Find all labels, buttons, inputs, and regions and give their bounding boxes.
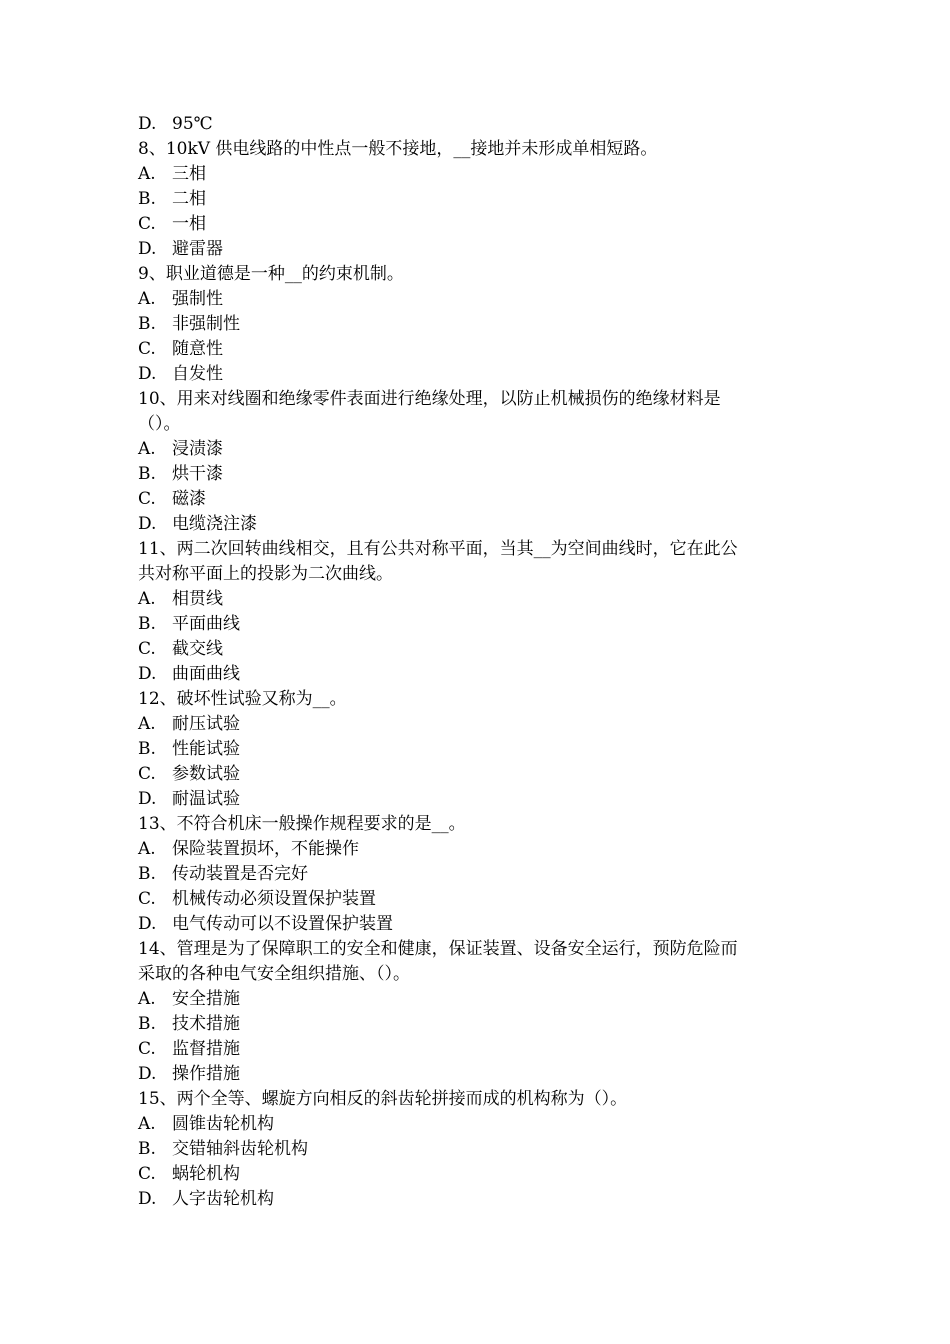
option-letter: A. <box>138 164 156 184</box>
option-text: 二相 <box>172 189 206 209</box>
option-letter: A. <box>138 1114 156 1134</box>
question-text-continued: 采取的各种电气安全组织措施、（）。 <box>138 964 410 984</box>
option-letter: A. <box>138 714 156 734</box>
answer-option <box>138 512 818 537</box>
option-text: 95℃ <box>172 114 213 134</box>
option-letter: D. <box>138 914 157 934</box>
option-letter: B. <box>138 1139 156 1159</box>
answer-option <box>138 112 818 137</box>
option-text: 传动装置是否完好 <box>172 864 308 884</box>
question-text-continued: （）。 <box>138 414 181 434</box>
answer-option <box>138 362 818 387</box>
answer-option <box>138 787 818 812</box>
option-letter: A. <box>138 839 156 859</box>
option-letter: C. <box>138 764 156 784</box>
option-letter: B. <box>138 864 156 884</box>
option-text: 操作措施 <box>172 1064 240 1084</box>
answer-option <box>138 837 818 862</box>
option-letter: B. <box>138 189 156 209</box>
option-letter: C. <box>138 489 156 509</box>
option-text: 人字齿轮机构 <box>172 1189 274 1209</box>
answer-option <box>138 612 818 637</box>
answer-option <box>138 637 818 662</box>
option-letter: C. <box>138 639 156 659</box>
option-letter: D. <box>138 1189 157 1209</box>
answer-option <box>138 1162 818 1187</box>
option-text: 参数试验 <box>172 764 240 784</box>
option-letter: D. <box>138 239 157 259</box>
question-text: 8、10kV 供电线路的中性点一般不接地，__接地并未形成单相短路。 <box>138 139 658 159</box>
answer-option <box>138 762 818 787</box>
answer-option <box>138 237 818 262</box>
answer-option <box>138 912 818 937</box>
option-letter: D. <box>138 364 157 384</box>
question-text: 12、破坏性试验又称为__。 <box>138 689 347 709</box>
answer-option <box>138 1037 818 1062</box>
option-text: 机械传动必须设置保护装置 <box>172 889 376 909</box>
option-text: 交错轴斜齿轮机构 <box>172 1139 308 1159</box>
answer-option <box>138 862 818 887</box>
option-text: 性能试验 <box>172 739 240 759</box>
option-text: 电气传动可以不设置保护装置 <box>172 914 393 934</box>
answer-option <box>138 487 818 512</box>
option-letter: C. <box>138 214 156 234</box>
option-text: 蜗轮机构 <box>172 1164 240 1184</box>
option-text: 耐温试验 <box>172 789 240 809</box>
option-letter: C. <box>138 339 156 359</box>
answer-option <box>138 162 818 187</box>
option-text: 烘干漆 <box>172 464 223 484</box>
option-text: 自发性 <box>172 364 223 384</box>
answer-option <box>138 712 818 737</box>
option-text: 技术措施 <box>172 1014 240 1034</box>
answer-option <box>138 587 818 612</box>
question-text: 14、管理是为了保障职工的安全和健康，保证装置、设备安全运行，预防危险而 <box>138 939 738 959</box>
answer-option <box>138 887 818 912</box>
answer-option <box>138 737 818 762</box>
answer-option <box>138 287 818 312</box>
question-text-continued: 共对称平面上的投影为二次曲线。 <box>138 564 393 584</box>
option-letter: A. <box>138 439 156 459</box>
answer-option <box>138 987 818 1012</box>
answer-option <box>138 1137 818 1162</box>
option-letter: D. <box>138 664 157 684</box>
answer-option <box>138 1062 818 1087</box>
option-text: 安全措施 <box>172 989 240 1009</box>
question-text: 10、用来对线圈和绝缘零件表面进行绝缘处理，以防止机械损伤的绝缘材料是 <box>138 389 721 409</box>
option-text: 随意性 <box>172 339 223 359</box>
question-text: 9、职业道德是一种__的约束机制。 <box>138 264 404 284</box>
option-text: 浸渍漆 <box>172 439 223 459</box>
answer-option <box>138 212 818 237</box>
option-letter: B. <box>138 1014 156 1034</box>
answer-option <box>138 337 818 362</box>
answer-option <box>138 312 818 337</box>
answer-option <box>138 437 818 462</box>
question-text: 15、两个全等、螺旋方向相反的斜齿轮拼接而成的机构称为（）。 <box>138 1089 628 1109</box>
answer-option <box>138 662 818 687</box>
option-text: 电缆浇注漆 <box>172 514 257 534</box>
option-letter: D. <box>138 114 157 134</box>
option-letter: C. <box>138 1164 156 1184</box>
option-text: 监督措施 <box>172 1039 240 1059</box>
option-letter: A. <box>138 989 156 1009</box>
exam-question-list <box>138 112 818 1212</box>
option-text: 耐压试验 <box>172 714 240 734</box>
option-letter: C. <box>138 889 156 909</box>
option-text: 非强制性 <box>172 314 240 334</box>
option-letter: C. <box>138 1039 156 1059</box>
answer-option <box>138 187 818 212</box>
option-text: 平面曲线 <box>172 614 240 634</box>
option-letter: D. <box>138 514 157 534</box>
option-text: 曲面曲线 <box>172 664 240 684</box>
option-text: 一相 <box>172 214 206 234</box>
option-letter: D. <box>138 1064 157 1084</box>
option-text: 圆锥齿轮机构 <box>172 1114 274 1134</box>
option-text: 截交线 <box>172 639 223 659</box>
question-text: 13、不符合机床一般操作规程要求的是__。 <box>138 814 466 834</box>
option-letter: A. <box>138 589 156 609</box>
answer-option <box>138 462 818 487</box>
answer-option <box>138 1187 818 1212</box>
option-text: 保险装置损坏，不能操作 <box>172 839 359 859</box>
option-letter: A. <box>138 289 156 309</box>
answer-option <box>138 1012 818 1037</box>
option-letter: B. <box>138 314 156 334</box>
question-text: 11、两二次回转曲线相交，且有公共对称平面，当其__为空间曲线时，它在此公 <box>138 539 738 559</box>
option-text: 避雷器 <box>172 239 223 259</box>
option-text: 相贯线 <box>172 589 223 609</box>
option-letter: B. <box>138 614 156 634</box>
option-text: 三相 <box>172 164 206 184</box>
option-text: 强制性 <box>172 289 223 309</box>
option-letter: B. <box>138 739 156 759</box>
option-text: 磁漆 <box>172 489 206 509</box>
option-letter: B. <box>138 464 156 484</box>
answer-option <box>138 1112 818 1137</box>
option-letter: D. <box>138 789 157 809</box>
